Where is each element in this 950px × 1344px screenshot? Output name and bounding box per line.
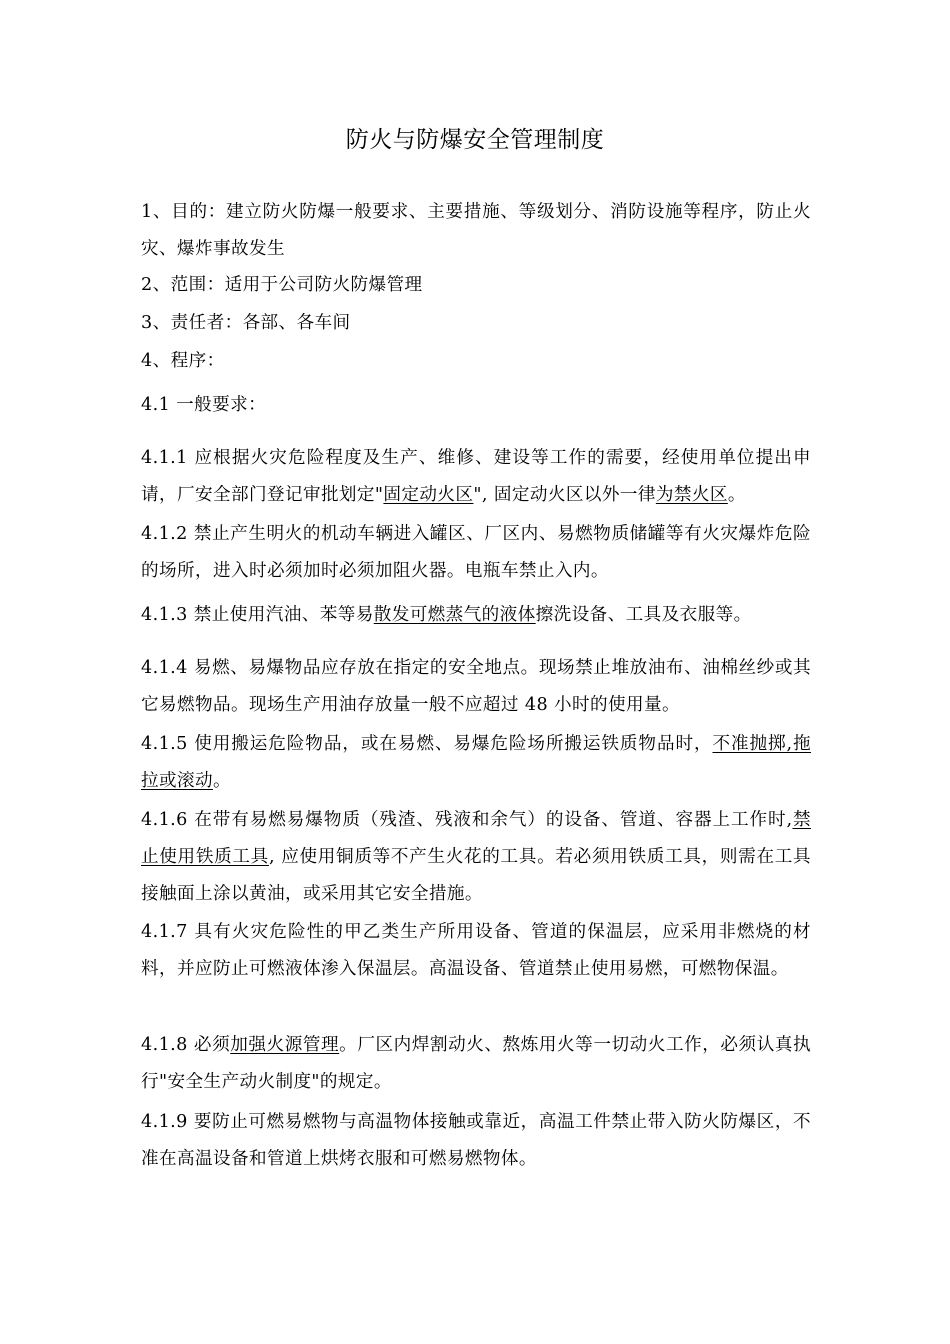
clause-4-1-1 bbox=[141, 440, 811, 514]
clause-text: 。 bbox=[727, 485, 746, 505]
clause-4-1-3 bbox=[141, 597, 811, 634]
clause-4-1-6 bbox=[141, 802, 811, 913]
clause-text: 。厂区内焊割动火、熬炼用火等一切动火工作，必须认真执行"安全生产动火制度"的规定。 bbox=[141, 1035, 812, 1092]
underlined-term-no-throwing: 不准抛掷,拖拉或滚动 bbox=[141, 734, 811, 791]
clause-text: 4.1.8 必须 bbox=[141, 1035, 231, 1055]
section-responsibility: 3、责任者：各部、各车间 bbox=[141, 313, 351, 333]
clause-text: ", 固定动火区以外一律 bbox=[473, 485, 656, 505]
clause-text: 4.1.1 应根据火灾危险程度及生产、维修、建设等工作的需要，经使用单位提出申请，厂安全部门登记审批划定" bbox=[141, 448, 811, 505]
underlined-term-fire-source-management: 加强火源管理 bbox=[230, 1035, 340, 1055]
clause-text: , 应使用铜质等不产生火花的工具。若必须用铁质工具，则需在工具接触面上涂以黄油，或采用其它安全措施。 bbox=[141, 847, 811, 904]
underlined-term-volatile-liquid: 散发可燃蒸气的液体 bbox=[373, 605, 536, 625]
clause-text: 。 bbox=[212, 771, 231, 791]
clause-text: 4.1.3 禁止使用汽油、苯等易 bbox=[141, 605, 374, 625]
document-title: 防火与防爆安全管理制度 bbox=[345, 127, 605, 153]
underlined-term-no-fire-zone: 为禁火区 bbox=[655, 485, 728, 505]
clause-text: 4.1.5 使用搬运危险物品，或在易燃、易爆危险场所搬运铁质物品时， bbox=[141, 734, 713, 754]
section-purpose: 1、目的：建立防火防爆一般要求、主要措施、等级划分、消防设施等程序，防止火灾、爆炸事故发生 bbox=[141, 202, 811, 259]
underlined-term-fixed-hot-work-zone: 固定动火区 bbox=[383, 485, 474, 505]
clause-4-1-5 bbox=[141, 726, 811, 800]
section-scope: 2、范围：适用于公司防火防爆管理 bbox=[141, 275, 423, 295]
clause-4-1-2: 4.1.2 禁止产生明火的机动车辆进入罐区、厂区内、易燃物质储罐等有火灾爆炸危险的场所，进入时必须加时必须加阻火器。电瓶车禁止入内。 bbox=[141, 524, 811, 581]
clause-4-1-7: 4.1.7 具有火灾危险性的甲乙类生产所用设备、管道的保温层，应采用非燃烧的材料，并应防止可燃液体渗入保温层。高温设备、管道禁止使用易燃，可燃物保温。 bbox=[141, 922, 811, 979]
clause-4-1-9: 4.1.9 要防止可燃易燃物与高温物体接触或靠近，高温工件禁止带入防火防爆区，不准在高温设备和管道上烘烤衣服和可燃易燃物体。 bbox=[141, 1112, 811, 1169]
clause-text: 4.1.6 在带有易燃易爆物质（残渣、残液和余气）的设备、管道、容器上工作时, bbox=[141, 810, 793, 830]
section-procedure: 4、程序： bbox=[141, 351, 225, 371]
clause-4-1-4: 4.1.4 易燃、易爆物品应存放在指定的安全地点。现场禁止堆放油布、油棉丝纱或其它易燃物品。现场生产用油存放量一般不应超过 48 小时的使用量。 bbox=[141, 658, 811, 715]
subsection-general-requirements: 4.1 一般要求： bbox=[141, 395, 267, 415]
clause-4-1-8 bbox=[141, 1027, 811, 1101]
underlined-term-no-iron-tools: 禁止使用铁质工具 bbox=[141, 810, 811, 867]
clause-text: 擦洗设备、工具及衣服等。 bbox=[535, 605, 752, 625]
